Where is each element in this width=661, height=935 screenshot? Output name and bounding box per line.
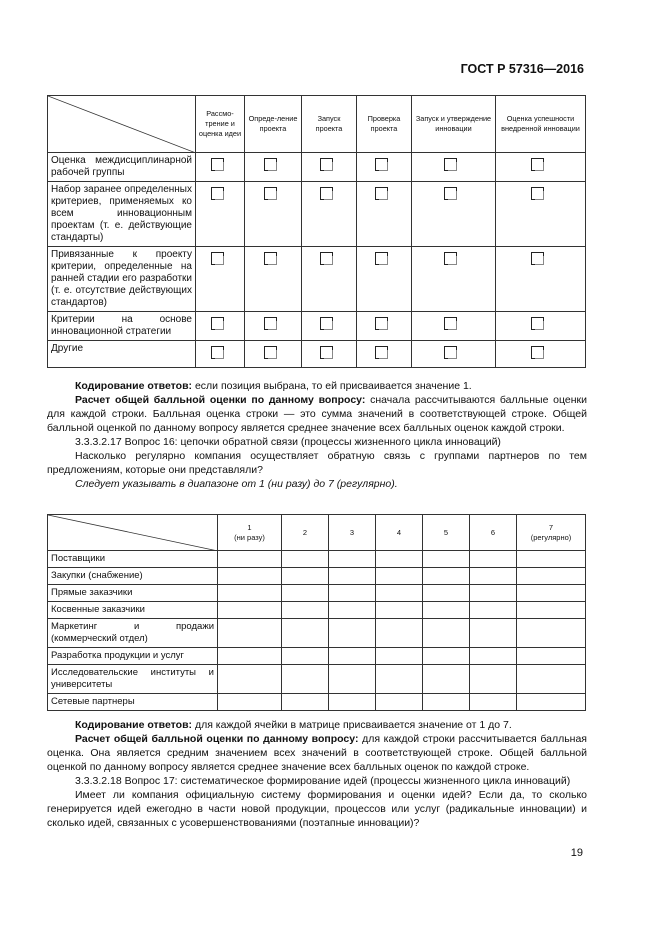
table-row	[48, 247, 586, 312]
row-label: Сетевые партнеры	[48, 694, 218, 711]
row-label: Критерии на основе инновационной стратегии	[48, 312, 196, 341]
coding-paragraph: Кодирование ответов: для каждой ячейки в матрице присваивается значение от 1 до 7.	[75, 719, 512, 731]
checkbox[interactable]	[531, 317, 544, 330]
column-header: 3	[329, 515, 376, 551]
coding-paragraph: Кодирование ответов: если позиция выбрана, то ей присваивается значение 1.	[75, 380, 472, 392]
checkbox[interactable]	[531, 187, 544, 200]
checkbox[interactable]	[531, 158, 544, 171]
checkbox[interactable]	[264, 252, 277, 265]
checkbox[interactable]	[444, 346, 457, 359]
row-label: Закупки (снабжение)	[48, 568, 218, 585]
checkbox[interactable]	[375, 187, 388, 200]
table-row	[48, 312, 586, 341]
column-header: 5	[423, 515, 470, 551]
column-header: 7 (регулярно)	[517, 515, 586, 551]
evaluation-criteria-table	[47, 95, 586, 368]
checkbox[interactable]	[531, 346, 544, 359]
checkbox[interactable]	[264, 317, 277, 330]
column-header: Опреде-ление проекта	[245, 96, 302, 153]
checkbox[interactable]	[320, 158, 333, 171]
table-row	[48, 694, 586, 711]
checkbox[interactable]	[444, 317, 457, 330]
column-header: Запуск и утверждение инновации	[412, 96, 496, 153]
table-row	[48, 619, 586, 648]
row-label: Набор заранее определенных критериев, применяемых ко всем инновационным проектам (т. е. действующие стандарты)	[48, 182, 196, 247]
checkbox[interactable]	[264, 346, 277, 359]
column-header: Оценка успешности внедренной инновации	[496, 96, 586, 153]
text-block-2	[47, 718, 587, 830]
table-row	[48, 551, 586, 568]
column-header: Рассмо-трение и оценка идеи	[196, 96, 245, 153]
table-row	[48, 665, 586, 694]
checkbox[interactable]	[211, 252, 224, 265]
checkbox[interactable]	[264, 158, 277, 171]
column-header: 2	[282, 515, 329, 551]
feedback-frequency-table	[47, 514, 586, 711]
text-block-1	[47, 379, 587, 491]
checkbox[interactable]	[320, 317, 333, 330]
checkbox[interactable]	[531, 252, 544, 265]
checkbox[interactable]	[375, 158, 388, 171]
row-label: Поставщики	[48, 551, 218, 568]
checkbox[interactable]	[211, 346, 224, 359]
checkbox[interactable]	[211, 187, 224, 200]
table-row	[48, 602, 586, 619]
checkbox[interactable]	[375, 317, 388, 330]
column-header: 1 (ни разу)	[218, 515, 282, 551]
checkbox[interactable]	[444, 252, 457, 265]
table-row	[48, 341, 586, 368]
row-label: Прямые заказчики	[48, 585, 218, 602]
question-16-heading: 3.3.3.2.17 Вопрос 16: цепочки обратной связи (процессы жизненного цикла инноваций)	[75, 436, 501, 448]
question-16-text: Насколько регулярно компания осуществляет обратную связь с группами партнеров по тем предложениям, которые они представляли?	[47, 450, 587, 476]
row-label: Маркетинг и продажи (коммерческий отдел)	[48, 619, 218, 648]
checkbox[interactable]	[375, 252, 388, 265]
column-header: Запуск проекта	[302, 96, 357, 153]
diagonal-header-cell	[48, 96, 196, 153]
column-header: 4	[376, 515, 423, 551]
question-17-heading: 3.3.3.2.18 Вопрос 17: систематическое формирование идей (процессы жизненного цикла инноваций)	[75, 775, 571, 787]
checkbox[interactable]	[320, 252, 333, 265]
row-label: Исследовательские институты и университеты	[48, 665, 218, 694]
table-row	[48, 153, 586, 182]
diagonal-header-cell	[48, 515, 218, 551]
row-label: Косвенные заказчики	[48, 602, 218, 619]
column-header: 6	[470, 515, 517, 551]
calc-paragraph: Расчет общей балльной оценки по данному вопросу: для каждой строки рассчитывается балльная оценка. Она является средним значением всех значений в соответствующей строке. Общей балльной оценкой по данному вопросу является среднее значение всех балльных оценок по каждой строке.	[47, 733, 587, 773]
checkbox[interactable]	[444, 158, 457, 171]
row-label: Другие	[48, 341, 196, 368]
row-label: Оценка междисциплинарной рабочей группы	[48, 153, 196, 182]
question-17-text: Имеет ли компания официальную систему формирования и оценки идей? Если да, то сколько генерируется идей ежегодно в части новой продукции, процессов или услуг (радикальные инновации) и сколько идей, связанных с усовершенствованиями (поэтапные инновации)?	[47, 789, 587, 829]
checkbox[interactable]	[320, 187, 333, 200]
checkbox[interactable]	[211, 158, 224, 171]
question-16-note: Следует указывать в диапазоне от 1 (ни разу) до 7 (регулярно).	[75, 478, 398, 490]
checkbox[interactable]	[375, 346, 388, 359]
row-label: Разработка продукции и услуг	[48, 648, 218, 665]
document-header: ГОСТ Р 57316—2016	[460, 62, 584, 76]
checkbox[interactable]	[320, 346, 333, 359]
table-row	[48, 568, 586, 585]
row-label: Привязанные к проекту критерии, определенные на ранней стадии его разработки (т. е. отсутствие действующих стандартов)	[48, 247, 196, 312]
checkbox[interactable]	[211, 317, 224, 330]
column-header: Проверка проекта	[357, 96, 412, 153]
calc-paragraph: Расчет общей балльной оценки по данному вопросу: сначала рассчитываются балльные оценки для каждой строки. Балльная оценка строки — это сумма значений в соответствующей строке. Общей балльной оценкой по данному вопросу является среднее значение всех балльных оценок каждой строки.	[47, 394, 587, 434]
table-row	[48, 182, 586, 247]
table-row	[48, 648, 586, 665]
checkbox[interactable]	[264, 187, 277, 200]
checkbox[interactable]	[444, 187, 457, 200]
table-row	[48, 585, 586, 602]
page-number: 19	[570, 847, 583, 859]
